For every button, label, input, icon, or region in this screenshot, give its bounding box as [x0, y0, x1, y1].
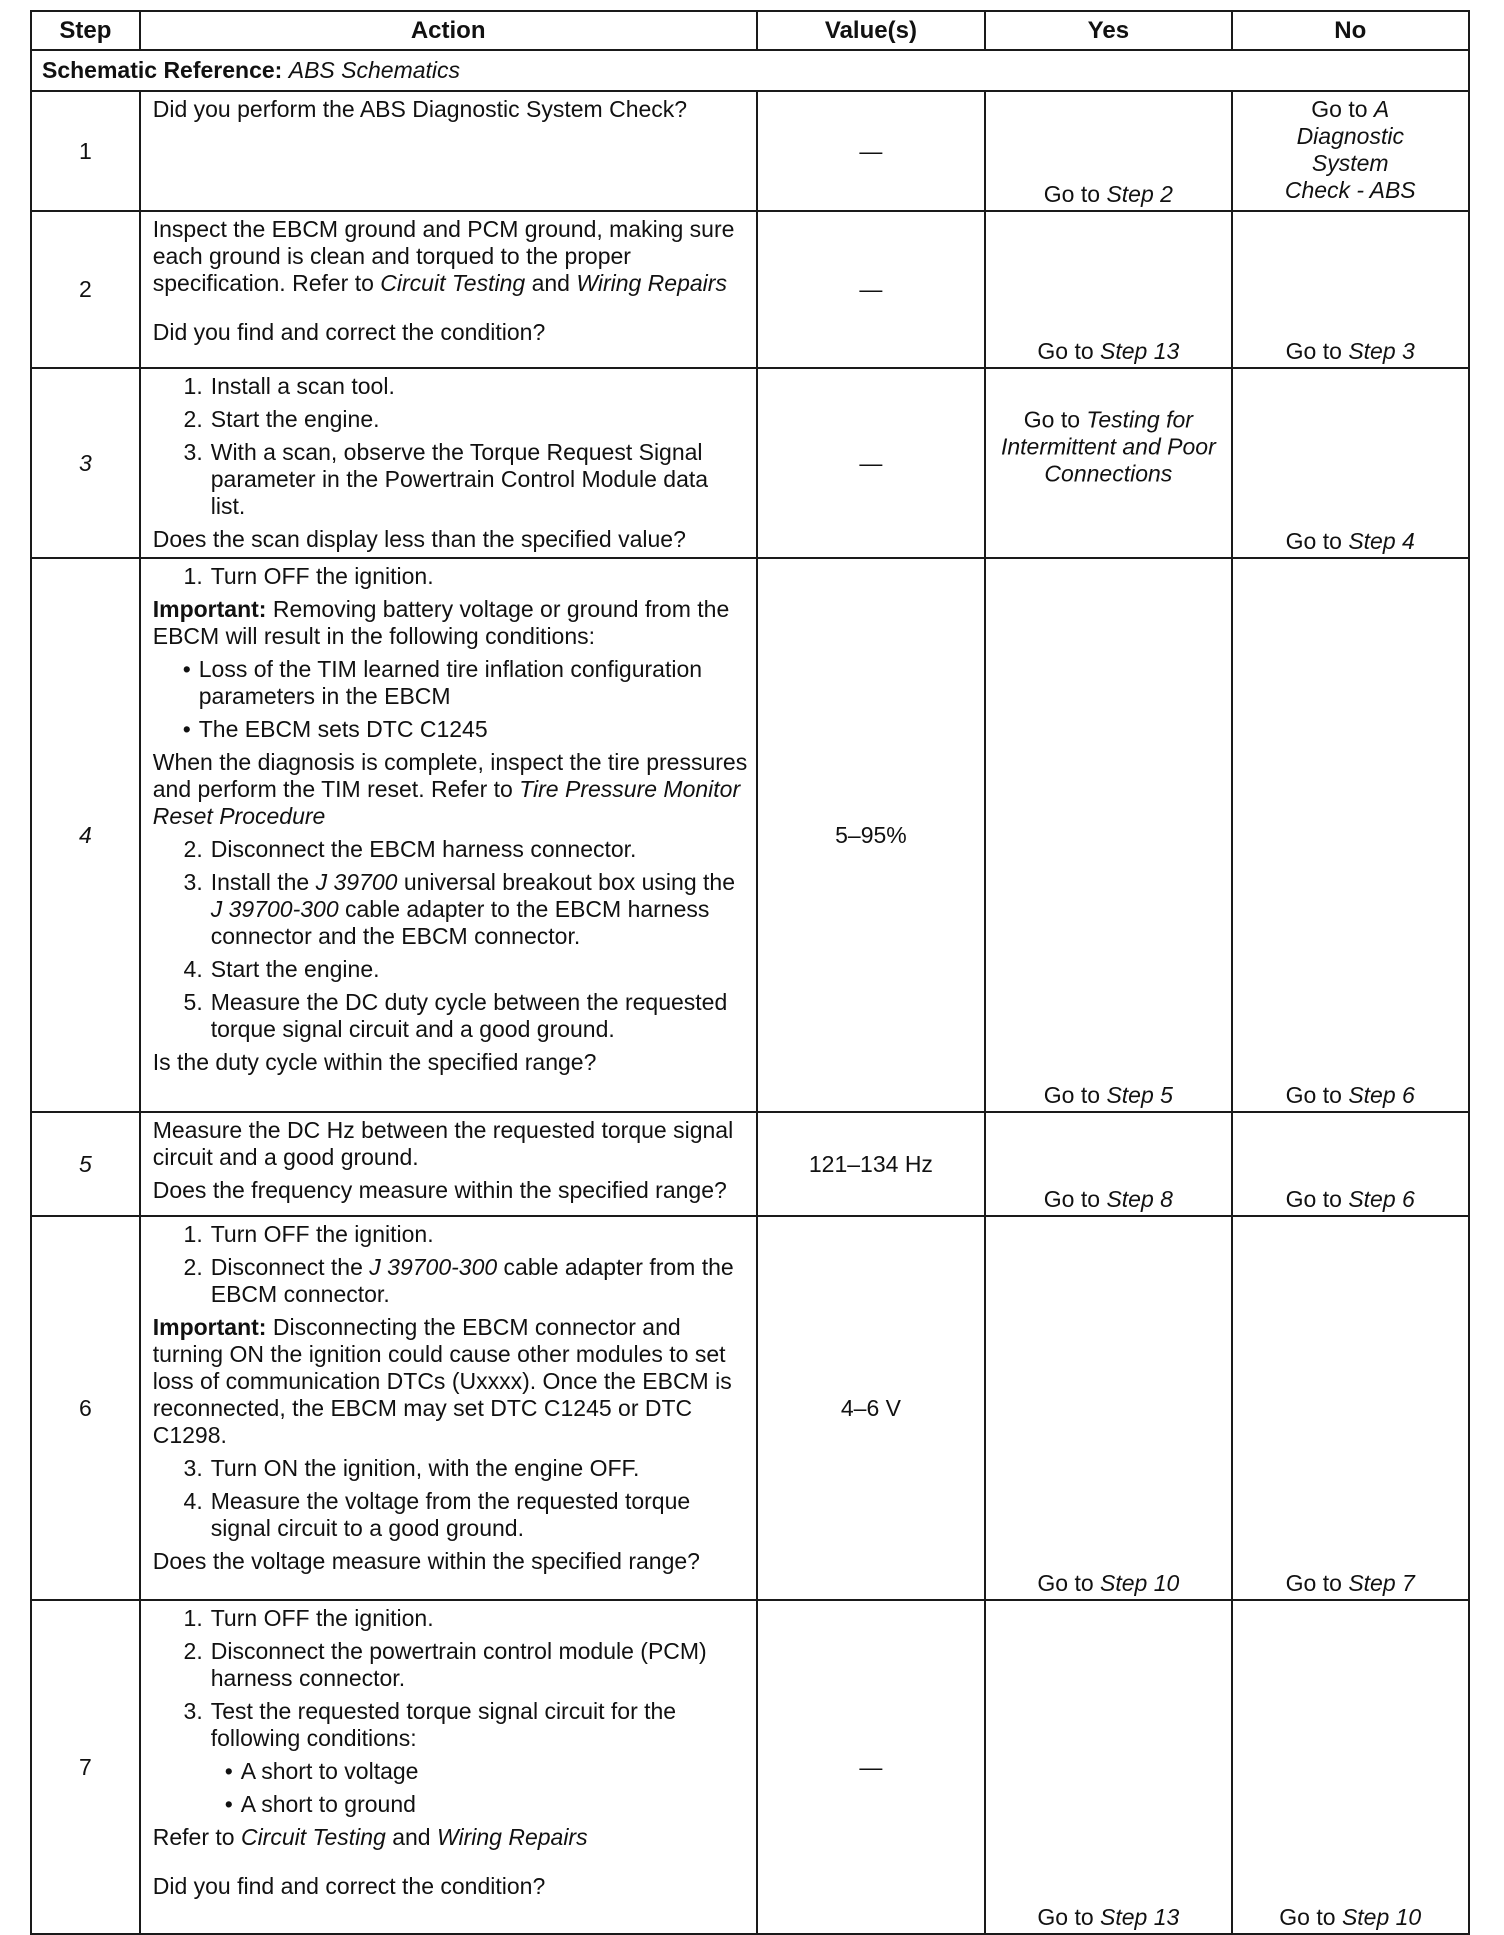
table-row [31, 91, 1469, 211]
value-cell: 121–134 Hz [757, 1112, 986, 1216]
no-link[interactable]: Step 6 [1348, 1186, 1415, 1212]
no-cell: Go to Step 6 [1232, 1112, 1469, 1216]
table-row [31, 211, 1469, 368]
yes-cell: Go to Step 10 [985, 1216, 1231, 1600]
value-cell: 4–6 V [757, 1216, 986, 1600]
step-number: 1 [31, 91, 140, 211]
list-item: 4. Measure the voltage from the requested torque signal circuit to a good ground. [183, 1488, 691, 1541]
header-yes: Yes [985, 11, 1231, 50]
no-cell: Go to A Diagnostic System Check - ABS [1232, 91, 1469, 211]
value-cell: — [757, 91, 986, 211]
question: Did you find and correct the condition? [152, 319, 546, 345]
value-cell: 5–95% [757, 558, 986, 1112]
list-item: 3. Install the J 39700 universal breakout box using the J 39700-300 cable adapter to the EBCM harness connector and the EBCM connector. [183, 869, 735, 949]
wiring-repairs-link[interactable]: Wiring Repairs [436, 1824, 588, 1850]
no-link[interactable]: Step 6 [1348, 1082, 1415, 1108]
bullet-item: • Loss of the TIM learned tire inflation configuration parameters in the EBCM [182, 656, 703, 709]
step-number: 4 [31, 558, 140, 1112]
question: Is the duty cycle within the specified range? [152, 1049, 597, 1075]
schematic-link[interactable]: ABS Schematics [288, 57, 461, 83]
action-cell [140, 558, 757, 1112]
question: Does the voltage measure within the specified range? [152, 1548, 700, 1574]
no-cell: Go to Step 6 [1232, 558, 1469, 1112]
table-row [31, 1600, 1469, 1934]
yes-cell: Go to Step 8 [985, 1112, 1231, 1216]
no-link[interactable]: A [1373, 96, 1390, 122]
table-row [31, 368, 1469, 558]
yes-link[interactable]: Step 5 [1106, 1082, 1173, 1108]
important-note: Important: Disconnecting the EBCM connector and turning ON the ignition could cause other modules to set loss of communication DTCs (Uxxxx). Once the EBCM is reconnected, the EBCM may set DTC C1245 or DTC C1298. [152, 1314, 732, 1448]
yes-link[interactable]: Step 8 [1106, 1186, 1173, 1212]
action-cell [140, 368, 757, 558]
header-step: Step [31, 11, 140, 50]
yes-cell: Go to Step 2 [985, 91, 1231, 211]
yes-link[interactable]: Step 13 [1100, 1904, 1180, 1930]
bullet-item: • A short to ground [224, 1791, 416, 1817]
list-item: 3. Test the requested torque signal circuit for the following conditions: [183, 1698, 677, 1751]
bullet-item: • A short to voltage [224, 1758, 419, 1784]
schematic-label: Schematic Reference: [42, 57, 283, 83]
no-cell: Go to Step 4 [1232, 368, 1469, 558]
step-number: 5 [31, 1112, 140, 1216]
action-cell [140, 91, 757, 211]
list-item: 2. Disconnect the powertrain control module (PCM) harness connector. [183, 1638, 707, 1691]
list-item: 4. Start the engine. [183, 956, 380, 982]
table-row [31, 1216, 1469, 1600]
list-item: 1. Install a scan tool. [183, 373, 395, 399]
bullet-item: • The EBCM sets DTC C1245 [182, 716, 488, 742]
no-link[interactable]: Step 4 [1348, 528, 1415, 554]
list-item: 2. Disconnect the J 39700-300 cable adapter from the EBCM connector. [183, 1254, 734, 1307]
no-link[interactable]: Step 7 [1348, 1570, 1415, 1596]
list-item: 3. Turn ON the ignition, with the engine OFF. [183, 1455, 640, 1481]
schematic-row [31, 50, 1469, 91]
important-note: Important: Removing battery voltage or ground from the EBCM will result in the following conditions: [152, 596, 730, 649]
no-cell: Go to Step 10 [1232, 1600, 1469, 1934]
list-item: 2. Disconnect the EBCM harness connector. [183, 836, 637, 862]
value-cell: — [757, 368, 986, 558]
yes-link[interactable]: Testing for Intermittent and Poor Connections [1000, 406, 1216, 487]
yes-cell: Go to Step 5 [985, 558, 1231, 1112]
diagnostic-table-page [30, 10, 1470, 1935]
action-cell: Measure the DC Hz between the requested torque signal circuit and a good ground. Does the frequency measure within the specified range? [140, 1112, 757, 1216]
circuit-testing-link[interactable]: Circuit Testing [240, 1824, 386, 1850]
action-cell: Inspect the EBCM ground and PCM ground, making sure each ground is clean and torqued to the proper specification. Refer to Circuit Testing and Wiring Repairs Did you find and correct the condition? [140, 211, 757, 368]
yes-link[interactable]: Step 2 [1106, 181, 1173, 207]
list-item: 2. Start the engine. [183, 406, 380, 432]
note: When the diagnosis is complete, inspect the tire pressures and perform the TIM reset. Refer to Tire Pressure Monitor Reset Procedure [152, 749, 748, 829]
header-no: No [1232, 11, 1469, 50]
step-number: 3 [31, 368, 140, 558]
action-cell [140, 1216, 757, 1600]
step-number: 2 [31, 211, 140, 368]
action-cell: 1. Turn OFF the ignition. 2. Disconnect the powertrain control module (PCM) harness connector. 3. Test the requested torque signal circuit for the following conditions: • A short to voltage • A short to ground Refer to Circuit Testing and Wiring Repairs Did you find and correct the condition? [140, 1600, 757, 1934]
yes-cell: Go to Testing for Intermittent and Poor Connections [985, 368, 1231, 558]
yes-link[interactable]: Step 10 [1100, 1570, 1180, 1596]
no-link[interactable]: Step 3 [1348, 338, 1415, 364]
diagnostic-table [30, 10, 1470, 1935]
yes-cell: Go to Step 13 [985, 211, 1231, 368]
circuit-testing-link[interactable]: Circuit Testing [380, 270, 526, 296]
question: Did you perform the ABS Diagnostic System Check? [152, 96, 688, 122]
table-row [31, 558, 1469, 1112]
yes-link[interactable]: Step 13 [1100, 338, 1180, 364]
header-values: Value(s) [757, 11, 986, 50]
table-row [31, 1112, 1469, 1216]
question: Did you find and correct the condition? [152, 1873, 546, 1899]
tpm-reset-link[interactable]: Tire Pressure Monitor Reset Procedure [152, 776, 741, 829]
no-cell: Go to Step 3 [1232, 211, 1469, 368]
no-cell: Go to Step 7 [1232, 1216, 1469, 1600]
question: Does the frequency measure within the specified range? [152, 1177, 727, 1203]
question: Does the scan display less than the specified value? [152, 526, 686, 552]
list-item: 1. Turn OFF the ignition. [183, 1221, 434, 1247]
step-number: 7 [31, 1600, 140, 1934]
header-row [31, 11, 1469, 50]
list-item: 1. Turn OFF the ignition. [183, 563, 434, 589]
list-item: 3. With a scan, observe the Torque Request Signal parameter in the Powertrain Control Module data list. [183, 439, 709, 519]
no-link[interactable]: Step 10 [1341, 1904, 1422, 1930]
list-item: 5. Measure the DC duty cycle between the requested torque signal circuit and a good ground. [183, 989, 728, 1042]
value-cell: — [757, 211, 986, 368]
schematic-reference [31, 50, 1469, 91]
yes-cell: Go to Step 13 [985, 1600, 1231, 1934]
header-action: Action [140, 11, 757, 50]
step-number: 6 [31, 1216, 140, 1600]
list-item: 1. Turn OFF the ignition. [183, 1605, 434, 1631]
wiring-repairs-link[interactable]: Wiring Repairs [576, 270, 727, 296]
value-cell: — [757, 1600, 986, 1934]
